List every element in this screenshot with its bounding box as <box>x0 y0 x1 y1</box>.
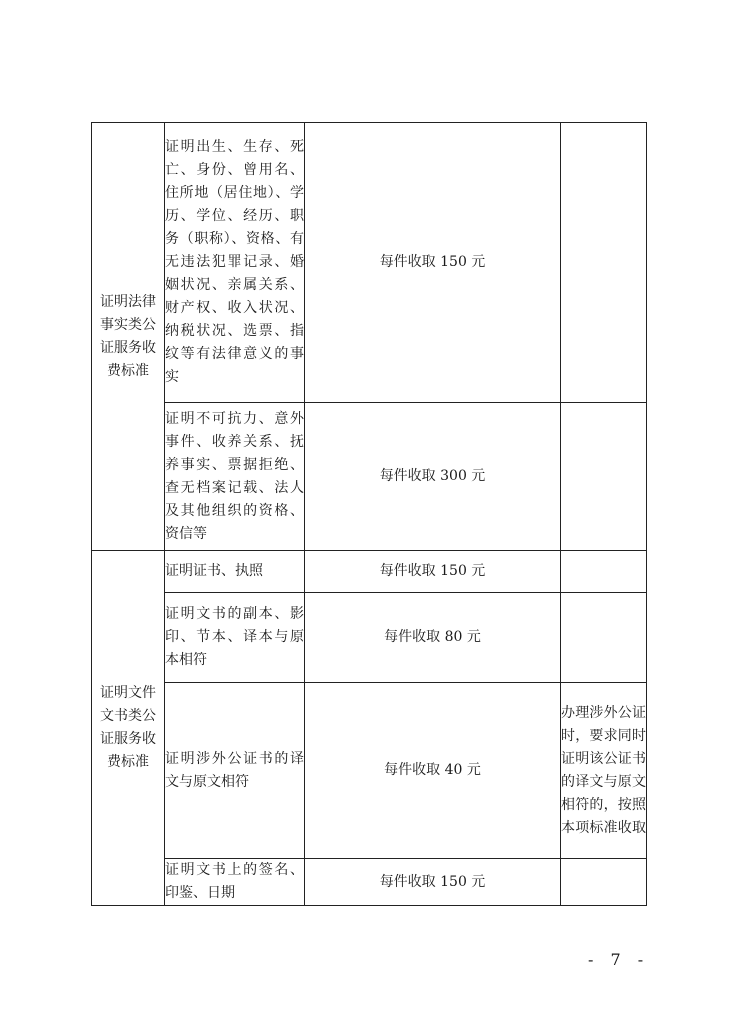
note-cell <box>561 859 647 906</box>
note-cell: 办理涉外公证时，要求同时证明该公证书的译文与原文相符的，按照本项标准收取 <box>561 683 647 859</box>
note-cell <box>561 551 647 593</box>
fee-cell: 每件收取 80 元 <box>305 593 561 683</box>
category-cell: 证明法律事实类公证服务收费标准 <box>92 123 165 551</box>
table-row <box>92 859 647 906</box>
item-cell: 证明文书上的签名、印鉴、日期 <box>165 859 305 906</box>
category-cell: 证明文件文书类公证服务收费标准 <box>92 551 165 906</box>
fee-standard-table <box>91 122 647 906</box>
item-cell: 证明证书、执照 <box>165 551 305 593</box>
item-cell: 证明涉外公证书的译文与原文相符 <box>165 683 305 859</box>
note-cell <box>561 593 647 683</box>
item-cell: 证明文书的副本、影印、节本、译本与原本相符 <box>165 593 305 683</box>
note-cell <box>561 123 647 403</box>
table-row <box>92 551 647 593</box>
fee-cell: 每件收取 300 元 <box>305 403 561 551</box>
fee-cell: 每件收取 40 元 <box>305 683 561 859</box>
fee-cell: 每件收取 150 元 <box>305 551 561 593</box>
table-row <box>92 593 647 683</box>
table-row <box>92 403 647 551</box>
table-row <box>92 123 647 403</box>
page-number: - 7 - <box>588 950 650 969</box>
note-cell <box>561 403 647 551</box>
item-cell: 证明出生、生存、死亡、身份、曾用名、住所地（居住地）、学历、学位、经历、职务（职称）、资格、有无违法犯罪记录、婚姻状况、亲属关系、财产权、收入状况、纳税状况、选票、指纹等有法律意义的事实 <box>165 123 305 403</box>
table-row <box>92 683 647 859</box>
item-cell: 证明不可抗力、意外事件、收养关系、抚养事实、票据拒绝、查无档案记载、法人及其他组织的资格、资信等 <box>165 403 305 551</box>
fee-cell: 每件收取 150 元 <box>305 859 561 906</box>
fee-cell: 每件收取 150 元 <box>305 123 561 403</box>
